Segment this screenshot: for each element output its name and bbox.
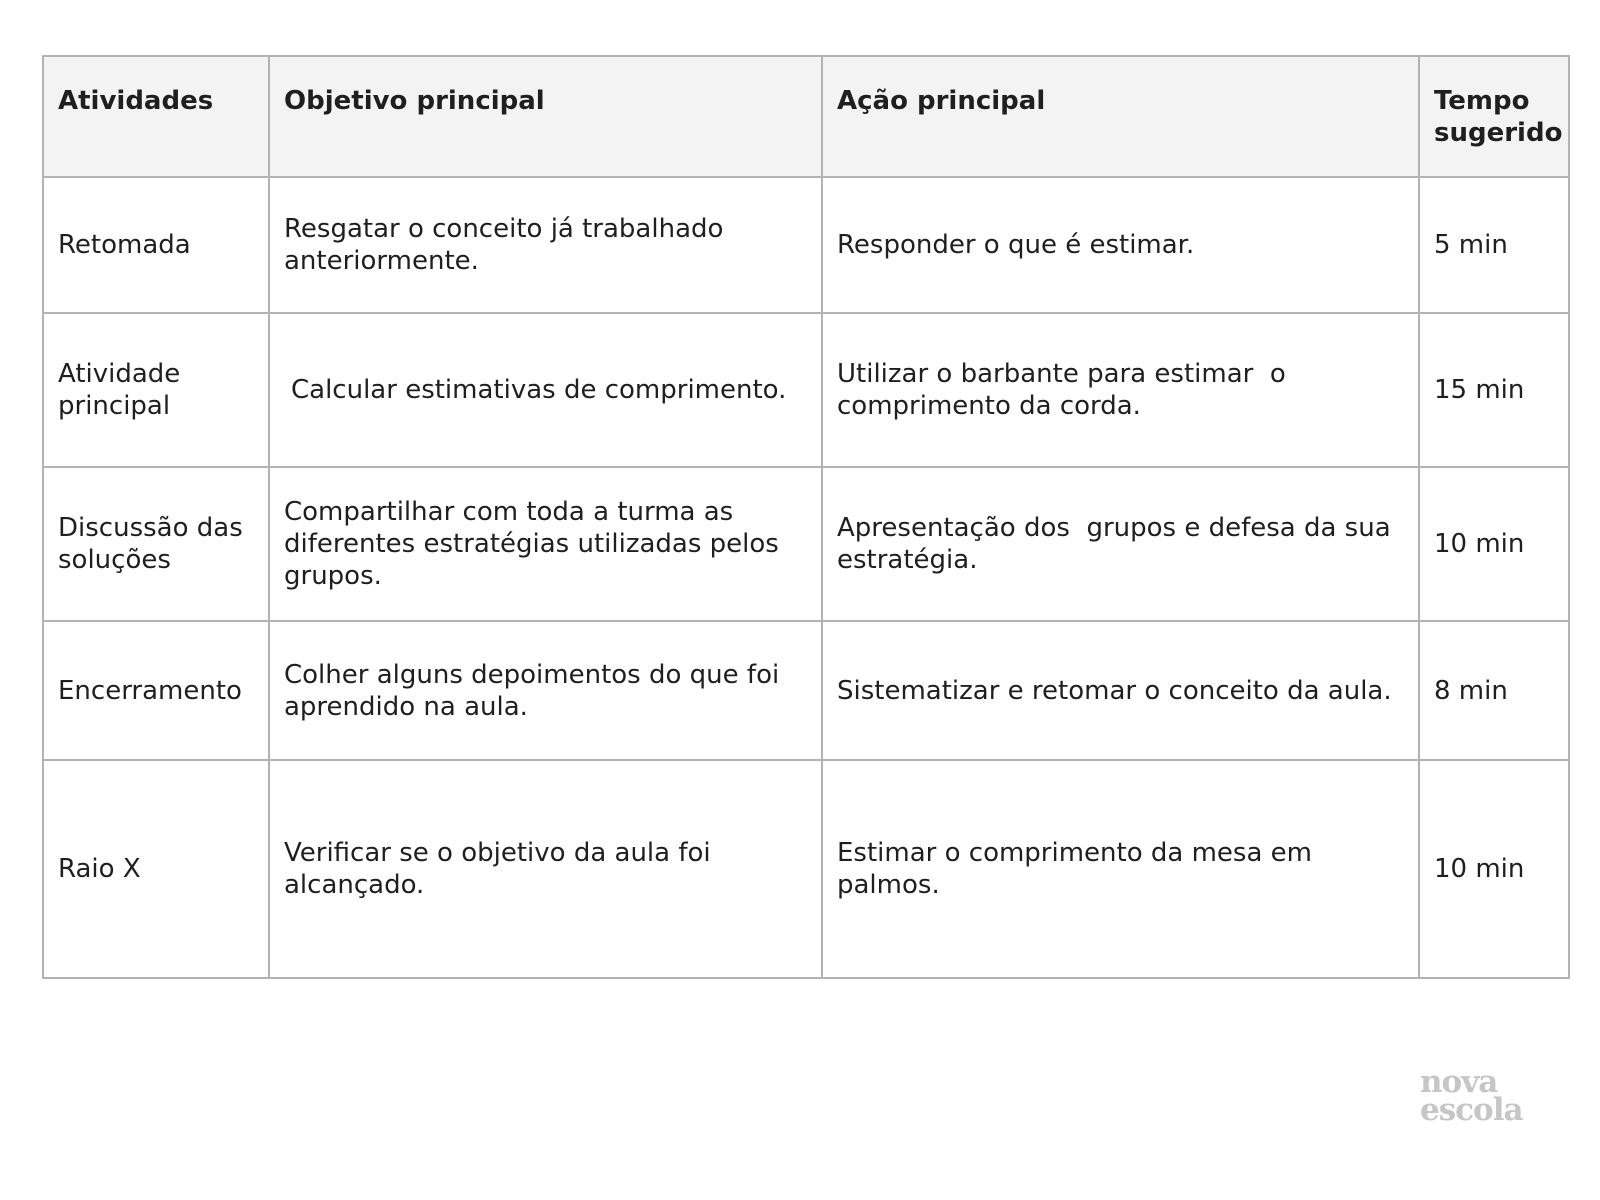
- table-row: [43, 313, 1569, 467]
- header-atividades: Atividades: [43, 56, 269, 177]
- cell-atividade: Raio X: [43, 760, 269, 978]
- cell-objetivo: Verificar se o objetivo da aula foi alcançado.: [269, 760, 822, 978]
- header-tempo-sugerido: Tempo sugerido: [1419, 56, 1569, 177]
- cell-tempo: 10 min: [1419, 760, 1569, 978]
- cell-acao: Responder o que é estimar.: [822, 177, 1419, 313]
- cell-tempo: 15 min: [1419, 313, 1569, 467]
- logo-line-escola: escola: [1420, 1092, 1523, 1128]
- cell-atividade: Discussão das soluções: [43, 467, 269, 621]
- cell-objetivo: Resgatar o conceito já trabalhado anteriormente.: [269, 177, 822, 313]
- cell-tempo: 8 min: [1419, 621, 1569, 760]
- table-row: [43, 467, 1569, 621]
- cell-tempo: 10 min: [1419, 467, 1569, 621]
- header-objetivo-principal: Objetivo principal: [269, 56, 822, 177]
- table-row: [43, 621, 1569, 760]
- table-header-row: [43, 56, 1569, 177]
- cell-acao: Estimar o comprimento da mesa em palmos.: [822, 760, 1419, 978]
- cell-objetivo: Compartilhar com toda a turma as diferentes estratégias utilizadas pelos grupos.: [269, 467, 822, 621]
- cell-acao: Sistematizar e retomar o conceito da aula.: [822, 621, 1419, 760]
- lesson-plan-table: [42, 55, 1570, 979]
- cell-objetivo: Calcular estimativas de comprimento.: [269, 313, 822, 467]
- nova-escola-logo: [1420, 1064, 1540, 1128]
- cell-tempo: 5 min: [1419, 177, 1569, 313]
- logo-line-nova: nova: [1420, 1064, 1498, 1100]
- cell-acao: Apresentação dos grupos e defesa da sua estratégia.: [822, 467, 1419, 621]
- header-acao-principal: Ação principal: [822, 56, 1419, 177]
- cell-atividade: Encerramento: [43, 621, 269, 760]
- cell-atividade: Atividade principal: [43, 313, 269, 467]
- cell-objetivo: Colher alguns depoimentos do que foi aprendido na aula.: [269, 621, 822, 760]
- cell-atividade: Retomada: [43, 177, 269, 313]
- table-row: [43, 177, 1569, 313]
- table-row: [43, 760, 1569, 978]
- cell-acao: Utilizar o barbante para estimar o comprimento da corda.: [822, 313, 1419, 467]
